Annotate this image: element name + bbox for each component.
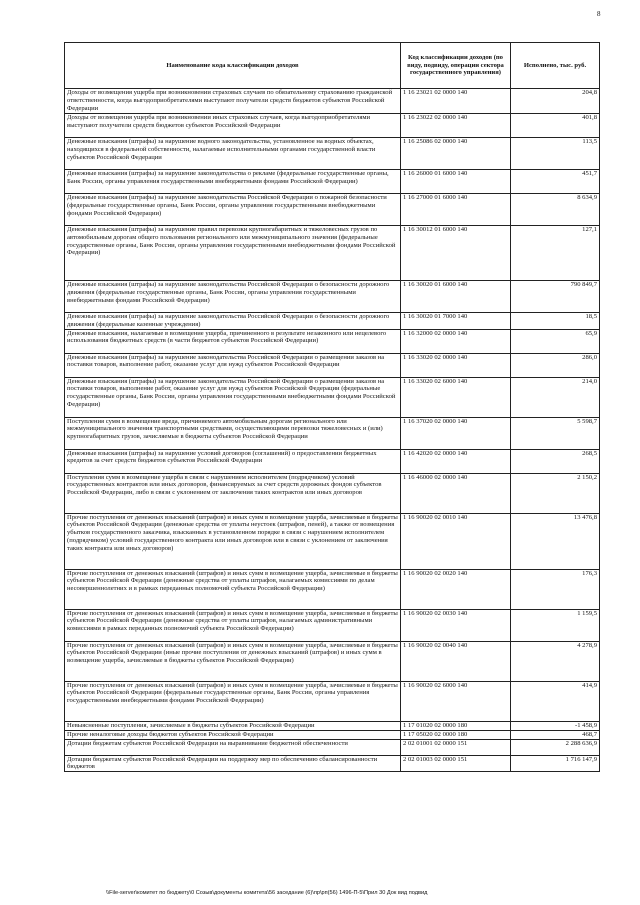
cell-name: Дотации бюджетам субъектов Российской Федерации на выравнивание бюджетной обеспеченности [65,739,401,755]
table-row [65,681,600,721]
cell-code: 1 16 46000 02 0000 140 [401,473,511,513]
cell-name: Денежные взыскания (штрафы) за нарушение законодательства Российской Федерации о размещении заказов на поставки товаров, выполнение работ, оказание услуг для нужд субъектов Российской Федерации (федеральные государственные органы, Банк России, органы управления государственными внебюджетными фондами Российской Федерации) [65,377,401,417]
cell-amount: 204,8 [511,89,600,114]
table-row [65,113,600,137]
cell-code: 1 16 23022 02 0000 140 [401,113,511,137]
cell-code: 1 16 90020 02 0030 140 [401,609,511,641]
cell-name: Денежные взыскания (штрафы) за нарушение законодательства Российской Федерации о пожарной безопасности (федеральные государственные органы, Банк России, органы управления государственными внебюджетными фондами Российской Федерации) [65,193,401,225]
cell-amount: 113,5 [511,137,600,169]
cell-code: 2 02 01003 02 0000 151 [401,755,511,772]
cell-amount: 2 150,2 [511,473,600,513]
cell-name: Денежные взыскания, налагаемые в возмещение ущерба, причиненного в результате незаконного или нецелевого использования бюджетных средств (в части бюджетов субъектов Российской Федерации) [65,329,401,353]
cell-name: Прочие поступления от денежных взысканий (штрафов) и иных сумм в возмещение ущерба, зачисляемые в бюджеты субъектов Российской Федерации (денежные средства от уплаты штрафов, налагаемых комиссиями по делам несовершеннолетних и в рамках переданных полномочий субъекта Российской Федерации) [65,569,401,609]
footer-file-path: \\File-server\комитет по бюджету\0 Созыв\документы комитета\56 заседание (6)\пр\рп(56) 1496-П-5\Прил 30 Док вид подвид [106,890,428,896]
cell-name: Прочие поступления от денежных взысканий (штрафов) и иных сумм в возмещение ущерба, зачисляемые в бюджеты субъектов Российской Федерации (федеральные государственные органы, Банк России, органы управления государственными внебюджетными фондами Российской Федерации) [65,681,401,721]
cell-amount: 268,5 [511,449,600,473]
table-row [65,280,600,312]
header-name: Наименование кода классификации доходов [65,43,401,89]
cell-name: Прочие неналоговые доходы бюджетов субъектов Российской Федерации [65,730,401,739]
table-row [65,193,600,225]
table-row [65,721,600,730]
cell-code: 1 16 90020 02 0020 140 [401,569,511,609]
cell-code: 2 02 01001 02 0000 151 [401,739,511,755]
cell-name: Денежные взыскания (штрафы) за нарушение законодательства Российской Федерации о безопасности дорожного движения (федеральные казенные учреждения) [65,312,401,329]
cell-code: 1 16 27000 01 6000 140 [401,193,511,225]
cell-name: Поступления сумм в возмещение ущерба в связи с нарушением исполнителем (подрядчиком) условий государственных контрактов или иных договоров, финансируемых за счет средств дорожных фондов субъектов Российской Федерации, либо в связи с уклонением от заключения таких контрактов или иных договоров [65,473,401,513]
cell-code: 1 16 25086 02 0000 140 [401,137,511,169]
cell-amount: 1 716 147,9 [511,755,600,772]
cell-name: Доходы от возмещения ущерба при возникновении страховых случаев по обязательному страхованию гражданской ответственности, когда выгодоприобретателями выступают получатели средств бюджетов субъектов Российской Федерации [65,89,401,114]
cell-name: Денежные взыскания (штрафы) за нарушение условий договоров (соглашений) о предоставлении бюджетных кредитов за счет средств бюджетов субъектов Российской Федерации [65,449,401,473]
cell-name: Денежные взыскания (штрафы) за нарушение законодательства Российской Федерации о безопасности дорожного движения (федеральные государственные органы, Банк России, органы управления государственными внебюджетными фондами Российской Федерации) [65,280,401,312]
cell-amount: 5 598,7 [511,417,600,449]
table-row [65,739,600,755]
cell-code: 1 17 01020 02 0000 180 [401,721,511,730]
cell-amount: -1 458,9 [511,721,600,730]
cell-amount: 65,9 [511,329,600,353]
cell-name: Прочие поступления от денежных взысканий (штрафов) и иных сумм в возмещение ущерба, зачисляемые в бюджеты субъектов Российской Федерации (денежные средства от уплаты штрафов, налагаемых административными комиссиями в рамках переданных полномочий субъекта Российской Федерации) [65,609,401,641]
table-row [65,353,600,377]
cell-code: 1 16 30012 01 6000 140 [401,225,511,280]
cell-name: Денежные взыскания (штрафы) за нарушение правил перевозки крупногабаритных и тяжеловесных грузов по автомобильным дорогам общего пользования регионального или межмуниципального значения (федеральные государственные органы, Банк России, органы управления государственными внебюджетными фондами Российской Федерации) [65,225,401,280]
cell-code: 1 17 05020 02 0000 180 [401,730,511,739]
cell-code: 1 16 32000 02 0000 140 [401,329,511,353]
table-row [65,417,600,449]
cell-amount: 176,3 [511,569,600,609]
cell-code: 1 16 42020 02 0000 140 [401,449,511,473]
table-row [65,609,600,641]
cell-amount: 8 634,9 [511,193,600,225]
cell-amount: 468,7 [511,730,600,739]
page-number: 8 [597,10,601,18]
cell-code: 1 16 26000 01 6000 140 [401,169,511,193]
table-row [65,755,600,772]
revenue-classification-table [64,42,600,772]
cell-code: 1 16 90020 02 6000 140 [401,681,511,721]
table-row [65,513,600,569]
cell-code: 1 16 90020 02 0010 140 [401,513,511,569]
table-row [65,169,600,193]
cell-name: Денежные взыскания (штрафы) за нарушение законодательства о рекламе (федеральные государственные органы, Банк России, органы управления государственными внебюджетными фондами Российской Федерации) [65,169,401,193]
table-row [65,730,600,739]
table-row [65,137,600,169]
table-row [65,312,600,329]
cell-amount: 1 159,5 [511,609,600,641]
header-amount: Исполнено, тыс. руб. [511,43,600,89]
cell-amount: 286,0 [511,353,600,377]
table-row [65,473,600,513]
cell-name: Прочие поступления от денежных взысканий (штрафов) и иных сумм в возмещение ущерба, зачисляемые в бюджеты субъектов Российской Федерации (денежные средства от уплаты неустоек (штрафов, пеней), а также от возмещения убытков государственного заказчика, взысканных в установленном порядке в связи с нарушением исполнителем (подрядчиком) условий государственного контракта или иных договоров или в связи с уклонением от заключения таких контракта или иных договоров) [65,513,401,569]
cell-code: 1 16 30020 01 7000 140 [401,312,511,329]
header-code: Код классификации доходов (по виду, подвиду, операции сектора государственного управления) [401,43,511,89]
table-row [65,449,600,473]
cell-amount: 2 288 636,9 [511,739,600,755]
cell-amount: 401,8 [511,113,600,137]
cell-amount: 13 476,8 [511,513,600,569]
cell-code: 1 16 23021 02 0000 140 [401,89,511,114]
cell-amount: 127,1 [511,225,600,280]
table-row [65,89,600,114]
table-row [65,569,600,609]
cell-amount: 451,7 [511,169,600,193]
cell-name: Денежные взыскания (штрафы) за нарушение водного законодательства, установленное на водных объектах, находящихся в федеральной собственности, налагаемые исполнительными органами государственной власти субъектов Российской Федерации [65,137,401,169]
cell-amount: 18,5 [511,312,600,329]
table-body [65,89,600,772]
cell-amount: 414,9 [511,681,600,721]
cell-code: 1 16 90020 02 0040 140 [401,641,511,681]
cell-name: Доходы от возмещения ущерба при возникновении иных страховых случаев, когда выгодоприобретателями выступают получатели средств бюджетов субъектов Российской Федерации [65,113,401,137]
table-row [65,641,600,681]
cell-code: 1 16 33020 02 6000 140 [401,377,511,417]
table-row [65,377,600,417]
cell-amount: 790 849,7 [511,280,600,312]
table-row [65,225,600,280]
cell-name: Дотации бюджетам субъектов Российской Федерации на поддержку мер по обеспечению сбалансированности бюджетов [65,755,401,772]
cell-code: 1 16 37020 02 0000 140 [401,417,511,449]
cell-code: 1 16 30020 01 6000 140 [401,280,511,312]
cell-name: Поступления сумм в возмещение вреда, причиняемого автомобильным дорогам регионального или межмуниципального значения транспортными средствами, осуществляющими перевозки тяжеловесных и (или) крупногабаритных грузов, зачисляемые в бюджеты субъектов Российской Федерации [65,417,401,449]
cell-code: 1 16 33020 02 0000 140 [401,353,511,377]
cell-name: Прочие поступления от денежных взысканий (штрафов) и иных сумм в возмещение ущерба, зачисляемые в бюджеты субъектов Российской Федерации (иные прочие поступления от денежных взысканий (штрафов) и иных сумм в возмещение ущерба, зачисляемые в бюджеты субъектов Российской Федерации) [65,641,401,681]
cell-amount: 4 278,9 [511,641,600,681]
cell-name: Денежные взыскания (штрафы) за нарушение законодательства Российской Федерации о размещении заказов на поставки товаров, выполнение работ, оказание услуг для нужд субъектов Российской Федерации [65,353,401,377]
table-header-row [65,43,600,89]
table-row [65,329,600,353]
cell-name: Невыясненные поступления, зачисляемые в бюджеты субъектов Российской Федерации [65,721,401,730]
cell-amount: 214,0 [511,377,600,417]
